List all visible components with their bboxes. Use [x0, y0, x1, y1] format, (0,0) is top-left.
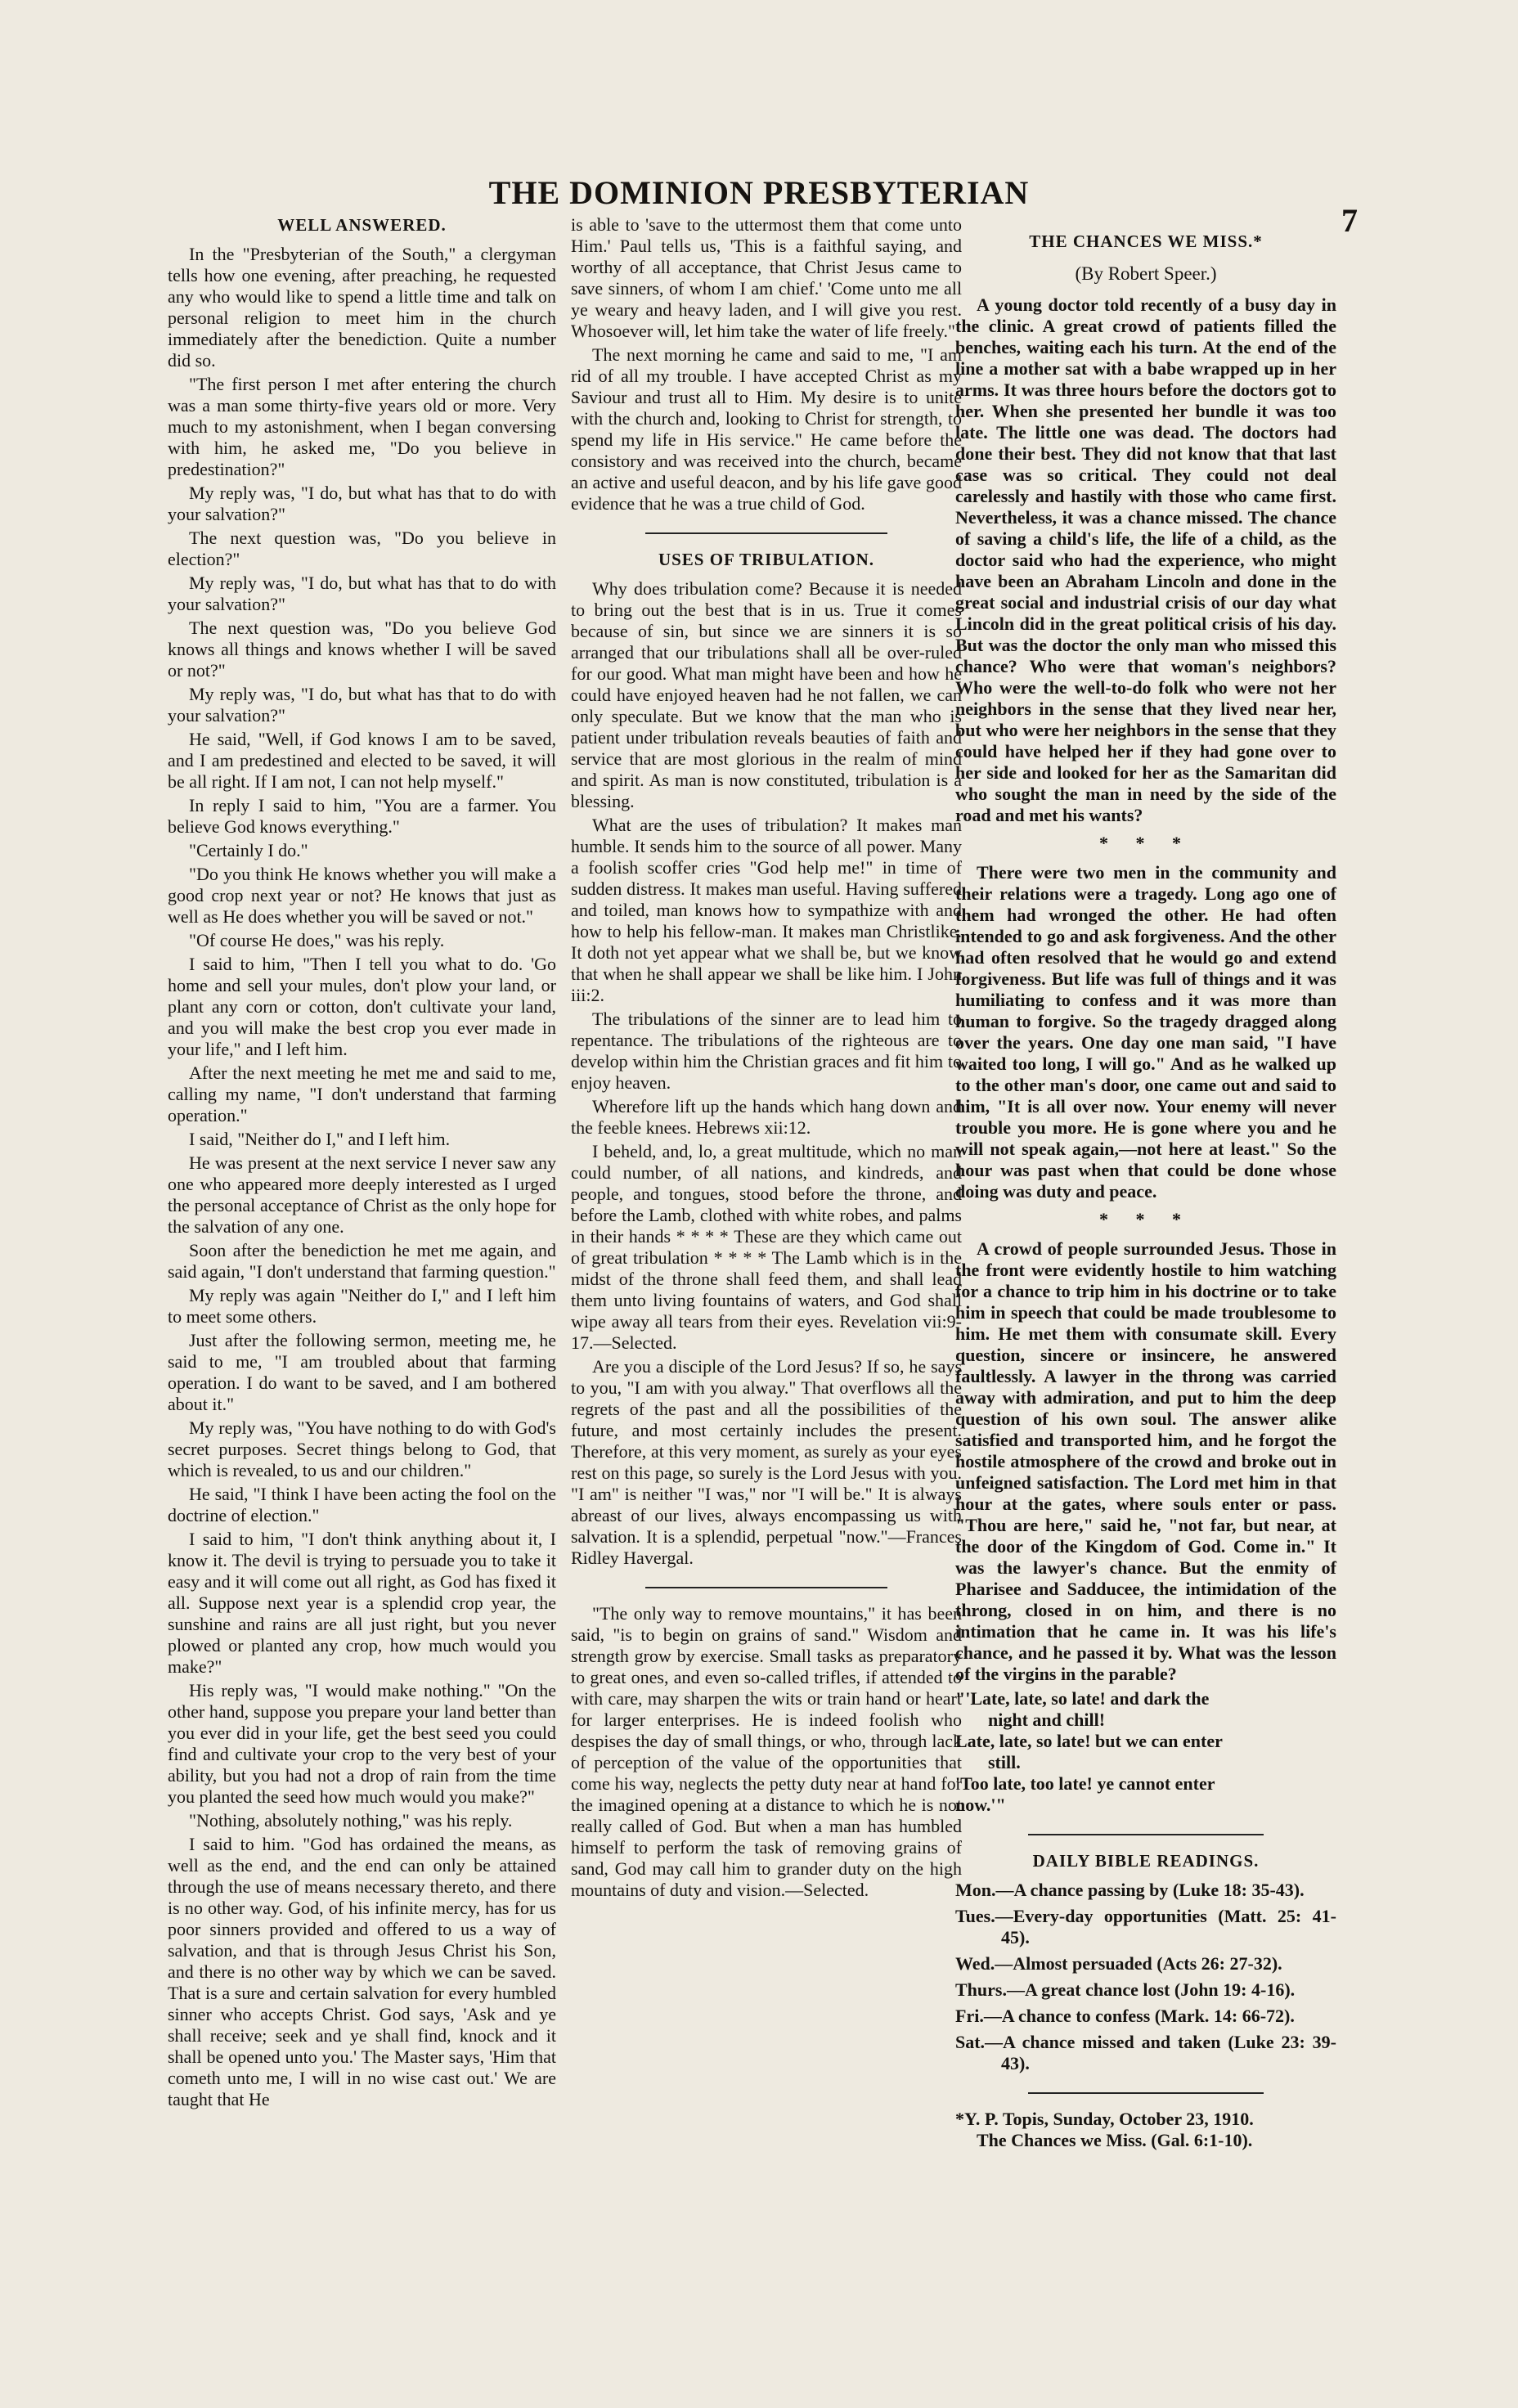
footnote-line: The Chances we Miss. (Gal. 6:1-10). — [977, 2130, 1253, 2150]
paragraph: I said to him, "Then I tell you what to do. 'Go home and sell your mules, don't plow your land, or plant any corn or cotton, don't cultivate your land, and you will make the best crop you ever made in your life," and I left him. — [168, 954, 556, 1059]
paragraph: "Nothing, absolutely nothing," was his reply. — [189, 1810, 513, 1831]
paragraph: The next morning he came and said to me, "I am rid of all my trouble. I have accepted Christ as my Saviour and trust all to Him. My desire is to unite with the church and, looking to Christ for strength, to spend my life in His service." He came before the consistory and was received into the church, became an active and useful deacon, and by his life gave good evidence that he was a true child of God. — [571, 344, 962, 514]
paragraph: The next question was, "Do you believe in election?" — [168, 528, 556, 569]
list-item: Sat.—A chance missed and taken (Luke 23: 39-43). — [955, 2032, 1336, 2073]
paragraph: The tribulations of the sinner are to lead him to repentance. The tribulations of the righteous are to develop within him the Christian graces and fit him to enjoy heaven. — [571, 1009, 962, 1093]
paragraph: My reply was, "You have nothing to do with God's secret purposes. Secret things belong to God, that which is revealed, to us and our children." — [168, 1417, 556, 1480]
list-item: Thurs.—A great chance lost (John 19: 4-16). — [955, 1979, 1296, 2000]
paragraph: In reply I said to him, "You are a farmer. You believe God knows everything." — [168, 795, 556, 837]
byline: (By Robert Speer.) — [1075, 263, 1217, 284]
list-item: Fri.—A chance to confess (Mark. 14: 66-72). — [955, 2006, 1295, 2026]
paragraph: A crowd of people surrounded Jesus. Those in the front were evidently hostile to him watching for a chance to trip him in his doctrine or to take him in speech that could be made troublesome to him. He met them with consumate skill. Every question, sincere or insincere, he answered faultlessly. A lawyer in the throng was carried away with admiration, and put to him the deep question of his own soul. The answer alike satisfied and transported him, and he forgot the hostile atmosphere of the crowd and broke out in unfeigned satisfaction. The Lord met him in that hour at the gates, where souls enter or pass. "Thou are here," said he, "not far, but near, at the door of the Kingdom of God. Come in." It was the lawyer's chance. But the enmity of Pharisee and Sadducee, the intimidation of the throng, closed in on him, and there is no intimation that he came in. It was his life's chance, and he passed it by. What was the lesson of the virgins in the parable? — [955, 1238, 1336, 1684]
divider — [1028, 2092, 1264, 2094]
article-title-chances-we-miss: THE CHANCES WE MISS.* — [1029, 231, 1263, 251]
footnote-line: *Y. P. Topis, Sunday, October 23, 1910. — [955, 2109, 1254, 2129]
paragraph: My reply was again "Neither do I," and I left him to meet some others. — [168, 1285, 556, 1327]
divider — [1028, 1834, 1264, 1835]
masthead: THE DOMINION PRESBYTERIAN — [488, 174, 1030, 211]
paragraph: I beheld, and, lo, a great multitude, which no man could number, of all nations, and kindreds, and people, and tongues, stood before the throne, and before the Lamb, clothed with white robes, and palms in their hands * * * * These are they which came out of great tribulation * * * * The Lamb which is in the midst of the throne shall feed them, and shall lead them unto living fountains of waters, and God shall wipe away all tears from their eyes. Revelation vii:9-17.—Selected. — [571, 1141, 962, 1353]
divider — [645, 1587, 887, 1588]
paragraph: My reply was, "I do, but what has that to do with your salvation?" — [168, 684, 556, 726]
footnote — [955, 2109, 1336, 2151]
paragraph: Just after the following sermon, meeting me, he said to me, "I am troubled about that farming operation. I do want to be saved, and I am bothered about it." — [168, 1330, 556, 1414]
article-title-well-answered: WELL ANSWERED. — [277, 215, 447, 235]
paragraph: is able to 'save to the uttermost them that come unto Him.' Paul tells us, 'This is a faithful saying, and worthy of all acceptance, that Christ Jesus came to save sinners, of whom I am chief.' 'Come unto me all ye weary and heavy laden, and I will give you rest. Whosoever will, let him take the water of life freely." — [571, 214, 962, 341]
poem-quote — [955, 1688, 1336, 1816]
bible-readings-list — [955, 1880, 1336, 2074]
paragraph: "The first person I met after entering the church was a man some thirty-five years old or more. Very much to my astonishment, when I began conversing with him, he asked me, "Do you believe in predestination?" — [168, 374, 556, 479]
poem-line: 'Too late, too late! ye cannot enter — [955, 1773, 1215, 1794]
paragraph: He said, "Well, if God knows I am to be saved, and I am predestined and elected to be saved, it will be all right. If I am not, I can not help myself." — [168, 729, 556, 792]
page-number: 7 — [1341, 202, 1358, 239]
list-item: Tues.—Every-day opportunities (Matt. 25: 41-45). — [955, 1906, 1336, 1948]
article-title-uses-of-tribulation: USES OF TRIBULATION. — [658, 550, 875, 569]
daily-bible-readings-title: DAILY BIBLE READINGS. — [1032, 1851, 1260, 1871]
paragraph: The next question was, "Do you believe God knows all things and knows whether I will be saved or not?" — [168, 618, 556, 681]
paragraph: I said to him. "God has ordained the means, as well as the end, and the end can only be attained through the use of means necessary thereto, and there is no other way. God, of his infinite mercy, has for us poor sinners provided and offered to us a way of salvation, and that is through Jesus Christ his Son, and there is no other way by which we can be saved. That is a sure and certain salvation for every humbled sinner who accepts Christ. God says, 'Ask and ye shall receive; seek and ye shall find, knock and it shall be opened unto you.' The Master says, 'Him that cometh unto me, I will in no wise cast out.' We are taught that He — [168, 1834, 556, 2109]
poem-line: night and chill! — [988, 1709, 1106, 1730]
paragraph: "The only way to remove mountains," it has been said, "is to begin on grains of sand." Wisdom and strength grow by exercise. Small tasks as preparatory to great ones, and even so-called trifles, if attended to with care, may sharpen the wits or train hand or heart for larger enterprises. He is indeed foolish who despises the day of small things, or who, through lack of perception of the value of the opportunities that come his way, neglects the petty duty near at hand for the imagined opening at a distance to which he is not really called of God. But when a man has humbled himself to perform the task of removing grains of sand, God may call him to grander duty on the high mountains of duty and vision.—Selected. — [571, 1603, 962, 1900]
column-1 — [168, 214, 556, 2113]
paragraph: "Do you think He knows whether you will make a good crop next year or not? He knows that just as well as He does whether you will be saved or not." — [168, 864, 556, 927]
poem-line: still. — [988, 1752, 1021, 1772]
column-3 — [955, 231, 1336, 2151]
paragraph: What are the uses of tribulation? It makes man humble. It sends him to the source of all power. Many a foolish scoffer cries "God help me!" in time of sudden distress. It makes man useful. Having suffered and toiled, man knows how to sympathize with and how to help his fellow-man. It makes man Christlike. It doth not yet appear what we shall be, but we know that when he shall appear we shall be like him. I John iii:2. — [571, 815, 962, 1005]
paragraph: In the "Presbyterian of the South," a clergyman tells how one evening, after preaching, he requested any who would like to spend a little time and talk on personal religion to meet him in the church immediately after the benediction. Quite a number did so. — [168, 244, 556, 371]
section-break: * * * — [1099, 833, 1192, 853]
list-item: Mon.—A chance passing by (Luke 18: 35-43). — [955, 1880, 1305, 1900]
paragraph: His reply was, "I would make nothing." "On the other hand, suppose you prepare your land better than you ever did in your life, get the best seed you could find and cultivate your crop to the very best of your ability, but you had not a drop of rain from the time you planted the seed how much would you make?" — [168, 1680, 556, 1807]
paragraph: I said, "Neither do I," and I left him. — [189, 1129, 451, 1149]
poem-line: "'Late, late, so late! and dark the — [955, 1688, 1210, 1709]
section-break: * * * — [1099, 1209, 1192, 1229]
poem-line: Late, late, so late! but we can enter — [955, 1731, 1223, 1751]
paragraph: I said to him, "I don't think anything about it, I know it. The devil is trying to persuade you to take it easy and it will come out all right, as God has fixed it all. Suppose next year is a splendid crop year, the sunshine and rains are all just right, but you never plowed or planted any crop, how much would you make?" — [168, 1529, 556, 1677]
column-2 — [571, 214, 962, 1903]
divider — [645, 532, 887, 534]
paragraph: "Of course He does," was his reply. — [189, 930, 445, 950]
paragraph: Why does tribulation come? Because it is needed to bring out the best that is in us. True it comes because of sin, but since we are sinners it is so arranged that our tribulations shall all be over-ruled for our good. What man might have been and how he could have enjoyed heaven had he not fallen, we can only speculate. But we know that the man who is patient under tribulation reveals beauties of faith and service that are most glorious in the realm of mind and spirit. As man is now constituted, tribulation is a blessing. — [571, 578, 962, 811]
poem-line: now.'" — [955, 1795, 1006, 1815]
paragraph: There were two men in the community and their relations were a tragedy. Long ago one of them had wronged the other. He had often intended to go and ask forgiveness. And the other had often resolved that he would go and extend forgiveness. But life was full of things and it was humiliating to confess and it was more than human to forgive. So the tragedy dragged along over the years. One day one man said, "I have waited too long, I will go." And as he walked up to the other man's door, one came out and said to him, "It is all over now. Your enemy will never trouble you more. He is gone where you and he will not speak again,—not here at least." So the hour was past when that could be done whose doing was duty and peace. — [955, 862, 1336, 1202]
paragraph: Soon after the benediction he met me again, and said again, "I don't understand that farming question." — [168, 1240, 556, 1282]
paragraph: Wherefore lift up the hands which hang down and the feeble knees. Hebrews xii:12. — [571, 1096, 962, 1138]
paragraph: My reply was, "I do, but what has that to do with your salvation?" — [168, 483, 556, 524]
paragraph: Are you a disciple of the Lord Jesus? If so, he says to you, "I am with you alway." That overflows all the regrets of the past and all the possibilities of the future, and most certainly includes the present. Therefore, at this very moment, as surely as your eyes rest on this page, so surely is the Lord Jesus with you. "I am" is neither "I was," nor "I will be." It is always abreast of our lives, always encompassing us with salvation. It is a splendid, perpetual "now."—Frances Ridley Havergal. — [571, 1356, 962, 1568]
paragraph: He was present at the next service I never saw any one who appeared more deeply interested as I urged the personal acceptance of Christ as the only hope for the salvation of any one. — [168, 1152, 556, 1237]
paragraph: "Certainly I do." — [189, 840, 308, 860]
paragraph: My reply was, "I do, but what has that to do with your salvation?" — [168, 573, 556, 614]
paragraph: A young doctor told recently of a busy day in the clinic. A great crowd of patients filled the benches, waiting each his turn. At the end of the line a mother sat with a babe wrapped up in her arms. It was three hours before the doctors got to her. When she presented her bundle it was too late. The little one was dead. The doctors had done their best. They did not know that that last case was so critical. They could not deal carelessly and hastily with those who came first. Nevertheless, it was a chance missed. The chance of saving a child's life, the life of a child, as the doctor said who had the experience, who might have been an Abraham Lincoln and done in the great social and industrial crisis of our day what Lincoln did in the great political crisis of his day. But was the doctor the only man who missed this chance? Who were that woman's neighbors? Who were the well-to-do folk who were not her neighbors in the sense that they lived near her, but who were her neighbors in the sense that they could have helped her if they had gone over to her side and looked for her as the Samaritan did who sought the man in need by the side of the road and met his wants? — [955, 294, 1336, 825]
paragraph: After the next meeting he met me and said to me, calling my name, "I don't understand that farming operation." — [168, 1062, 556, 1125]
list-item: Wed.—Almost persuaded (Acts 26: 27-32). — [955, 1953, 1282, 1974]
paragraph: He said, "I think I have been acting the fool on the doctrine of election." — [168, 1484, 556, 1525]
